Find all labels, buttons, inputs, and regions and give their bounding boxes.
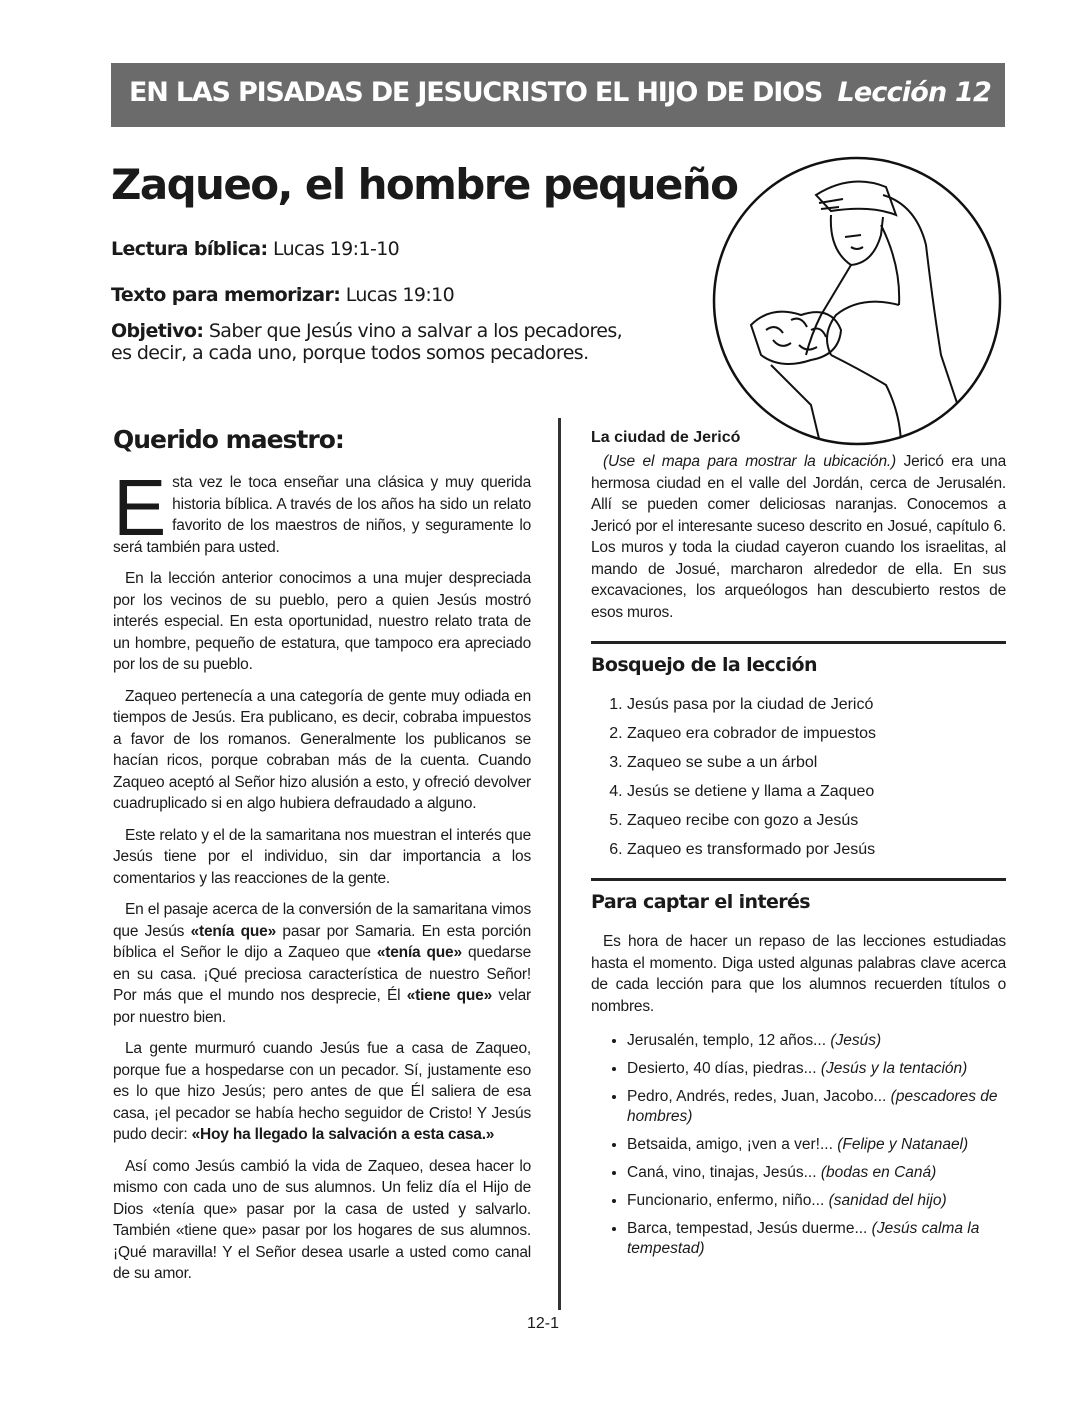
review-item (627, 1031, 1006, 1051)
text-run: pasar por Samaria. En esta porción bíblica el Señor le dijo a Zaqueo que (113, 922, 531, 961)
outline-item: 6. Zaqueo es transformado por Jesús (627, 839, 1006, 860)
paragraph (113, 1038, 531, 1146)
review-item (627, 1219, 1006, 1259)
text-run: velar por nuestro bien. (113, 987, 531, 1026)
review-answer: (bodas en Caná) (820, 1164, 937, 1181)
emphasis: «Hoy ha llegado la salvación a esta casa.» (191, 1126, 495, 1143)
review-prompt: Desierto, 40 días, piedras... (627, 1060, 821, 1077)
outline-section (591, 641, 1006, 860)
reading-line (111, 238, 399, 260)
city-heading: La ciudad de Jericó (591, 429, 741, 446)
review-answer: (pescadores de hombres) (627, 1088, 998, 1125)
lesson-label: Lección 12 (837, 77, 991, 108)
text-run: La gente murmuró cuando Jesús fue a casa de Zaqueo, porque fue a hospedarse con un pecador. Sí, justamente eso es lo que hizo Jesús; pero antes de que Él saliera de esa casa, ¡el pecador se había hecho seguidor de Cristo! Y Jesús pudo decir: (113, 1040, 531, 1143)
intro-text: sta vez le toca enseñar una clásica y muy querida historia bíblica. A través de los años ha sido un relato favorito de los maestros de niños, y seguramente lo será también para usted. (113, 474, 531, 556)
outline-item: 3. Zaqueo se sube a un árbol (627, 752, 1006, 773)
emphasis: «tenía que» (376, 944, 462, 961)
column-divider (558, 418, 561, 1310)
interest-paragraph: Es hora de hacer un repaso de las lecciones estudiadas hasta el momento. Diga usted algunas palabras clave acerca de cada lección para que los alumnos recuerden títulos o nombres. (591, 933, 1006, 1015)
left-column (113, 425, 531, 1295)
review-prompt: Funcionario, enfermo, niño... (627, 1192, 829, 1209)
page-number: 12-1 (527, 1315, 560, 1332)
page-title: Zaqueo, el hombre pequeño (111, 160, 738, 209)
review-list (591, 1031, 1006, 1259)
review-answer: (sanidad del hijo) (828, 1192, 947, 1209)
memory-label: Texto para memorizar: (111, 284, 341, 306)
memory-line (111, 284, 454, 306)
review-item (627, 1059, 1006, 1079)
city-paragraph (591, 451, 1006, 623)
objective-value: Saber que Jesús vino a salvar a los pecadores, es decir, a cada uno, porque todos somos pecadores. (111, 320, 623, 364)
review-prompt: Barca, tempestad, Jesús duerme... (627, 1220, 872, 1237)
outline-list (591, 694, 1006, 860)
text-run: En el pasaje acerca de la conversión de la samaritana vimos que Jesús (113, 901, 531, 940)
zacchaeus-illustration (711, 155, 1003, 447)
city-text: Jericó era una hermosa ciudad en el valle del Jordán, cerca de Jerusalén. Allí se pueden comer deliciosas naranjas. Conocemos a Jericó por el interesante suceso descrito en Josué, capítulo 6. Los muros y toda la ciudad cayeron cuando los israelitas, al mando de Josué, marcharon alrededor de ella. En sus excavaciones, los arqueólogos han descubierto restos de esos muros. (591, 453, 1006, 621)
objective-line (111, 320, 631, 364)
interest-section (591, 878, 1006, 1259)
review-answer: (Jesús) (830, 1032, 882, 1049)
objective-label: Objetivo: (111, 320, 204, 342)
city-note: (Use el mapa para mostrar la ubicación.) (603, 453, 896, 470)
review-answer: (Jesús y la tentación) (820, 1060, 968, 1077)
outline-heading: Bosquejo de la lección (591, 654, 817, 676)
paragraph: En la lección anterior conocimos a una mujer despreciada por los vecinos de su pueblo, pero a quien Jesús mostró interés especial. En esta oportunidad, nuestro relato trata de un hombre, pequeño de estatura, que tampoco era apreciado por los de su pueblo. (113, 570, 531, 673)
review-item (627, 1163, 1006, 1183)
interest-heading: Para captar el interés (591, 891, 811, 913)
memory-value: Lucas 19:10 (345, 284, 455, 306)
review-prompt: Caná, vino, tinajas, Jesús... (627, 1164, 821, 1181)
review-item (627, 1087, 1006, 1127)
teacher-heading: Querido maestro: (113, 425, 344, 454)
paragraph: Así como Jesús cambió la vida de Zaqueo, desea hacer lo mismo con cada uno de sus alumnos. Un feliz día el Hijo de Dios «tenía que» pasar por la casa de usted y salvarlo. También «tiene que» pasar por los hogares de sus alumnos. ¡Qué maravilla! Y el Señor desea usarle a usted como canal de su amor. (113, 1157, 531, 1282)
review-item (627, 1135, 1006, 1155)
reading-value: Lucas 19:1-10 (272, 238, 400, 260)
review-prompt: Jerusalén, templo, 12 años... (627, 1032, 831, 1049)
intro-paragraph (113, 463, 531, 558)
review-answer: (Jesús calma la tempestad) (627, 1220, 980, 1257)
outline-item: 2. Zaqueo era cobrador de impuestos (627, 723, 1006, 744)
outline-item: 1. Jesús pasa por la ciudad de Jericó (627, 694, 1006, 715)
review-prompt: Betsaida, amigo, ¡ven a ver!... (627, 1136, 838, 1153)
review-item (627, 1191, 1006, 1211)
series-title: EN LAS PISADAS DE JESUCRISTO EL HIJO DE DIOS (129, 77, 823, 108)
reading-label: Lectura bíblica: (111, 238, 268, 260)
right-column (591, 425, 1006, 1267)
text-run: quedarse en su casa. ¡Qué preciosa característica de nuestro Señor! Por más que el mundo nos desprecie, Él (113, 944, 531, 1004)
paragraph: Zaqueo pertenecía a una categoría de gente muy odiada en tiempos de Jesús. Era publicano, es decir, cobraba impuestos a favor de los romanos. Generalmente los publicanos se hacían ricos, porque cobraban más de la cuenta. Cuando Zaqueo aceptó al Señor hizo alusión a esto, y ofreció devolver cuadruplicado si en algo hubiera defraudado a alguno. (113, 687, 531, 812)
series-banner (111, 63, 1005, 127)
review-prompt: Pedro, Andrés, redes, Juan, Jacobo... (627, 1088, 891, 1105)
review-answer: (Felipe y Natanael) (837, 1136, 969, 1153)
emphasis: «tiene que» (406, 987, 493, 1004)
paragraph (113, 899, 531, 1028)
emphasis: «tenía que» (190, 922, 276, 940)
outline-item: 4. Jesús se detiene y llama a Zaqueo (627, 781, 1006, 802)
drop-cap: E (113, 463, 167, 552)
outline-item: 5. Zaqueo recibe con gozo a Jesús (627, 810, 1006, 831)
paragraph: Este relato y el de la samaritana nos muestran el interés que Jesús tiene por el individuo, sin dar importancia a los comentarios y las reacciones de la gente. (113, 826, 531, 887)
